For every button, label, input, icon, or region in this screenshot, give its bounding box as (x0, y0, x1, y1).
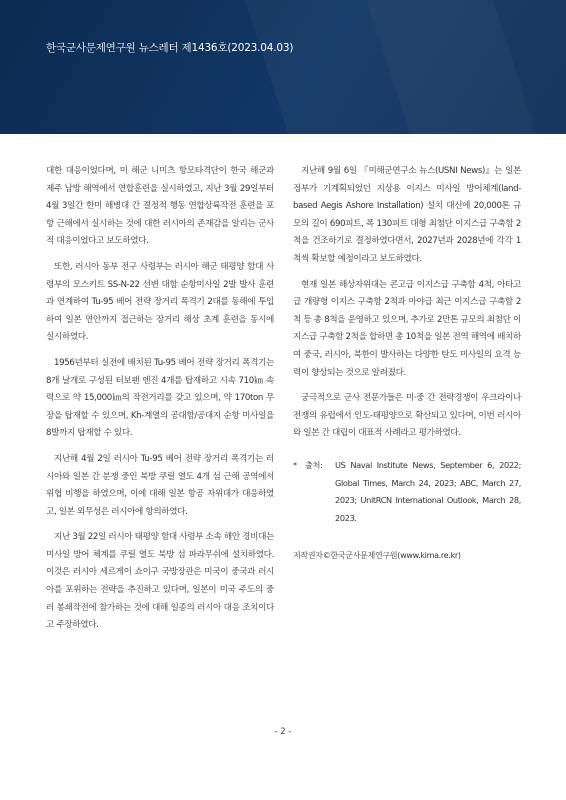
newsletter-title: 한국군사문제연구원 뉴스레터 제1436호(2023.04.03) (46, 42, 294, 54)
article-paragraph: 현재 일본 해상자위대는 콘고급 이지스급 구축함 4척, 아타고급 개량형 이지스 구축함 2척과 마야급 최근 이지스급 구축함 2척 등 총 8척을 운영하고 있으며, 추가로 2만톤 규모의 최첨단 이지스급 구축함 2척을 합하면 총 10척을 일본 전역 해역에 배치하여 중국, 러시아, 북한이 발사하는 다양한 탄도 미사일의 요격 능력이 향상되는 것으로 알려졌다. (293, 279, 521, 378)
sources-asterisk: * (293, 459, 297, 470)
article-paragraph: 지난 3월 22일 러시아 태평양 함대 사령부 소속 해안 경비대는 미사일 방어 체계를 쿠릴 열도 북방 섬 파라무쉬에 설치하였다. 이것은 러시아 세르게이 쇼이구 국방장관은 미국이 중국과 러시아를 포위하는 전략을 추진하고 있다며, 일본이 미국 주도의 중러 봉쇄작전에 참가하는 것에 대해 일종의 러시아 대응 조치이다고 주장하였다. (46, 532, 274, 631)
article-paragraph: 1956년부터 실전에 배치된 Tu-95 베어 전략 장거리 폭격기는 8개 날개로 구성된 터보팬 엔진 4개를 탑재하고 시속 710㎞ 속력으로 약 15,000㎞의 작전거리를 갖고 있으며, 약 170ton 무장을 탑재할 수 있으며, Kh-계열의 공대함/공대지 순항 미사일을 8발까지 탑재할 수 있다. (46, 357, 274, 439)
article-paragraph: 대한 대응이었다며, 미 해군 니미츠 항모타격단이 한국 해군과 제주 남방 해역에서 연합훈련을 실시하였고, 지난 3월 29일부터 4월 3일간 한미 해병대 간 결정적 행동 연합상륙작전 훈련을 포항 근해에서 실시하는 것에 대한 러시아의 존재감을 알리는 군사적 대응이었다고 보도하였다. (46, 166, 274, 247)
article-paragraph: 궁극적으로 군사 전문가들은 미·중 간 전략경쟁이 우크라이나 전쟁의 유럽에서 인도-태평양으로 확산되고 있다며, 이번 러시아와 일본 간 대립이 대표적 사례라고 평가하였다. (293, 393, 521, 439)
page-number: - 2 - (274, 727, 292, 737)
sources-label: 출처: (305, 459, 323, 470)
copyright-notice: 저작권자©한국군사문제연구원(www.kima.re.kr) (293, 551, 461, 561)
sources-note (293, 457, 521, 527)
article-paragraph: 지난해 9월 6일 『미해군연구소 뉴스(USNI News)』는 일본 정부가 기계획되었던 지상용 이지스 미사일 방어체계(land-based Aegis Ashore Installation) 설치 대신에 20,000톤 규모의 길이 690피트, 폭 130피트 대형 최첨단 이지스급 구축함 2척을 건조하기로 결정하였다면서, 2027년과 2028년에 각각 1척씩 확보할 예정이라고 보도하였다. (293, 166, 521, 264)
right-column (293, 163, 521, 565)
sources-text: US Naval Institute News, September 6, 2022; Global Times, March 24, 2023; ABC, March 27, 2023; UnitRCN International Outlook, March 28, 2023. (335, 459, 521, 523)
left-column (46, 163, 274, 643)
article-paragraph: 지난해 4월 2일 러시아 Tu-95 베어 전략 장거리 폭격기는 러시아와 일본 간 분쟁 중인 북방 쿠릴 열도 4개 섬 근해 공역에서 위협 비행을 하였으며, 이에 대해 일본 항공 자위대가 대응하였고, 일본 외무성은 러시아에 항의하였다. (46, 453, 274, 517)
article-paragraph: 또한, 러시아 동부 전구 사령부는 러시아 해군 태평양 함대 사령부의 모스키트 SS-N-22 선변 대함 순항미사일 2발 발사 훈련과 연계하여 Tu-95 베어 전략 장거리 폭격기 2대를 동해에 투입하여 일본 연안까지 접근하는 장거리 해상 초계 훈련을 동시에 실시하였다. (46, 261, 274, 343)
newsletter-header-banner (0, 0, 566, 134)
